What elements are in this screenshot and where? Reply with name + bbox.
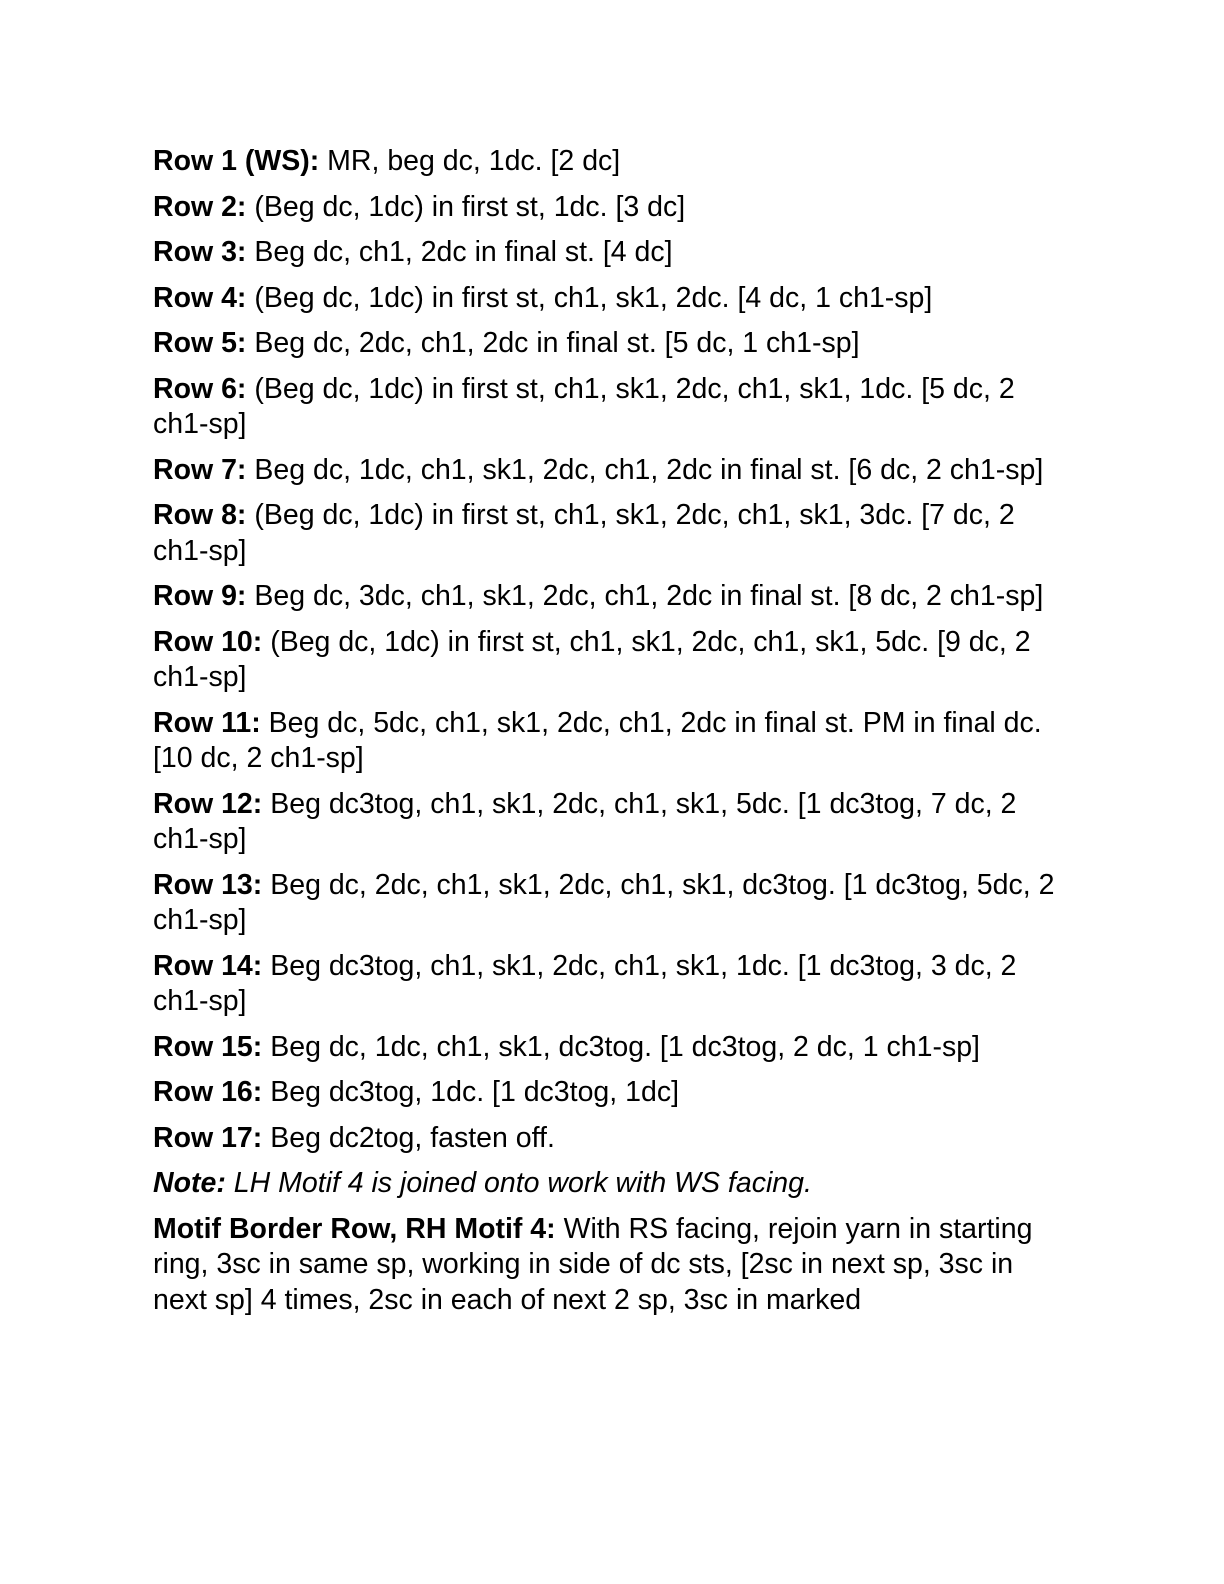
row-instructions: (Beg dc, 1dc) in first st, 1dc. [3 dc] bbox=[254, 190, 686, 223]
pattern-row bbox=[153, 235, 1065, 271]
pattern-row bbox=[153, 706, 1065, 777]
row-label: Row 13: bbox=[153, 868, 263, 901]
row-instructions: (Beg dc, 1dc) in first st, ch1, sk1, 2dc. [4 dc, 1 ch1-sp] bbox=[254, 281, 933, 314]
row-label: Row 7: bbox=[153, 453, 247, 486]
row-instructions: Beg dc, 1dc, ch1, sk1, dc3tog. [1 dc3tog, 2 dc, 1 ch1-sp] bbox=[270, 1030, 980, 1063]
note-label: Note: bbox=[153, 1167, 226, 1199]
row-label: Row 1 (WS): bbox=[153, 145, 320, 177]
row-instructions: Beg dc, ch1, 2dc in final st. [4 dc] bbox=[254, 236, 673, 268]
row-label: Row 16: bbox=[153, 1076, 263, 1108]
motif-border-text: With RS facing, rejoin yarn in starting ring, 3sc in same sp, working in side of dc sts, [2sc in next sp, 3sc in next sp] 4 times, 2sc in each of next 2 sp, 3sc in marked bbox=[153, 1212, 1033, 1316]
document-page bbox=[153, 144, 1065, 1328]
row-instructions: Beg dc, 2dc, ch1, 2dc in final st. [5 dc, 1 ch1-sp] bbox=[254, 327, 860, 359]
row-instructions: MR, beg dc, 1dc. [2 dc] bbox=[327, 145, 621, 177]
row-label: Row 2: bbox=[153, 190, 247, 223]
pattern-row bbox=[153, 1030, 1065, 1066]
row-instructions: (Beg dc, 1dc) in first st, ch1, sk1, 2dc, ch1, sk1, 3dc. [7 dc, 2 ch1-sp] bbox=[153, 499, 1015, 567]
pattern-note bbox=[153, 1166, 1065, 1202]
pattern-rows bbox=[153, 144, 1065, 1156]
row-instructions: Beg dc, 5dc, ch1, sk1, 2dc, ch1, 2dc in final st. PM in final dc. [10 dc, 2 ch1-sp] bbox=[153, 706, 1042, 774]
row-label: Row 9: bbox=[153, 580, 247, 612]
row-label: Row 15: bbox=[153, 1030, 263, 1063]
motif-border-label: Motif Border Row, RH Motif 4: bbox=[153, 1212, 556, 1245]
row-instructions: Beg dc2tog, fasten off. bbox=[270, 1121, 555, 1154]
pattern-row bbox=[153, 498, 1065, 569]
pattern-row bbox=[153, 190, 1065, 226]
note-text: LH Motif 4 is joined onto work with WS facing. bbox=[233, 1167, 812, 1199]
row-instructions: Beg dc3tog, ch1, sk1, 2dc, ch1, sk1, 5dc. [1 dc3tog, 7 dc, 2 ch1-sp] bbox=[153, 787, 1017, 855]
row-label: Row 8: bbox=[153, 499, 247, 531]
row-label: Row 10: bbox=[153, 625, 263, 658]
row-label: Row 3: bbox=[153, 236, 247, 268]
pattern-row bbox=[153, 453, 1065, 489]
pattern-row bbox=[153, 949, 1065, 1020]
pattern-row bbox=[153, 326, 1065, 362]
pattern-row bbox=[153, 787, 1065, 858]
row-label: Row 5: bbox=[153, 327, 247, 359]
row-instructions: Beg dc3tog, ch1, sk1, 2dc, ch1, sk1, 1dc. [1 dc3tog, 3 dc, 2 ch1-sp] bbox=[153, 949, 1017, 1017]
pattern-row bbox=[153, 579, 1065, 615]
row-instructions: Beg dc, 3dc, ch1, sk1, 2dc, ch1, 2dc in final st. [8 dc, 2 ch1-sp] bbox=[254, 580, 1044, 612]
row-label: Row 14: bbox=[153, 949, 263, 982]
row-label: Row 17: bbox=[153, 1121, 263, 1154]
row-label: Row 6: bbox=[153, 372, 247, 405]
pattern-row bbox=[153, 868, 1065, 939]
pattern-row bbox=[153, 625, 1065, 696]
row-label: Row 4: bbox=[153, 281, 247, 314]
pattern-row bbox=[153, 1075, 1065, 1111]
row-label: Row 12: bbox=[153, 787, 263, 820]
row-instructions: Beg dc, 1dc, ch1, sk1, 2dc, ch1, 2dc in final st. [6 dc, 2 ch1-sp] bbox=[254, 453, 1044, 486]
pattern-row bbox=[153, 1121, 1065, 1157]
motif-border-row bbox=[153, 1212, 1065, 1319]
row-instructions: Beg dc3tog, 1dc. [1 dc3tog, 1dc] bbox=[270, 1076, 679, 1108]
pattern-row bbox=[153, 281, 1065, 317]
row-instructions: (Beg dc, 1dc) in first st, ch1, sk1, 2dc, ch1, sk1, 5dc. [9 dc, 2 ch1-sp] bbox=[153, 625, 1031, 693]
pattern-row bbox=[153, 144, 1065, 180]
row-instructions: (Beg dc, 1dc) in first st, ch1, sk1, 2dc, ch1, sk1, 1dc. [5 dc, 2 ch1-sp] bbox=[153, 372, 1015, 440]
row-label: Row 11: bbox=[153, 706, 261, 739]
pattern-row bbox=[153, 372, 1065, 443]
row-instructions: Beg dc, 2dc, ch1, sk1, 2dc, ch1, sk1, dc3tog. [1 dc3tog, 5dc, 2 ch1-sp] bbox=[153, 868, 1055, 936]
